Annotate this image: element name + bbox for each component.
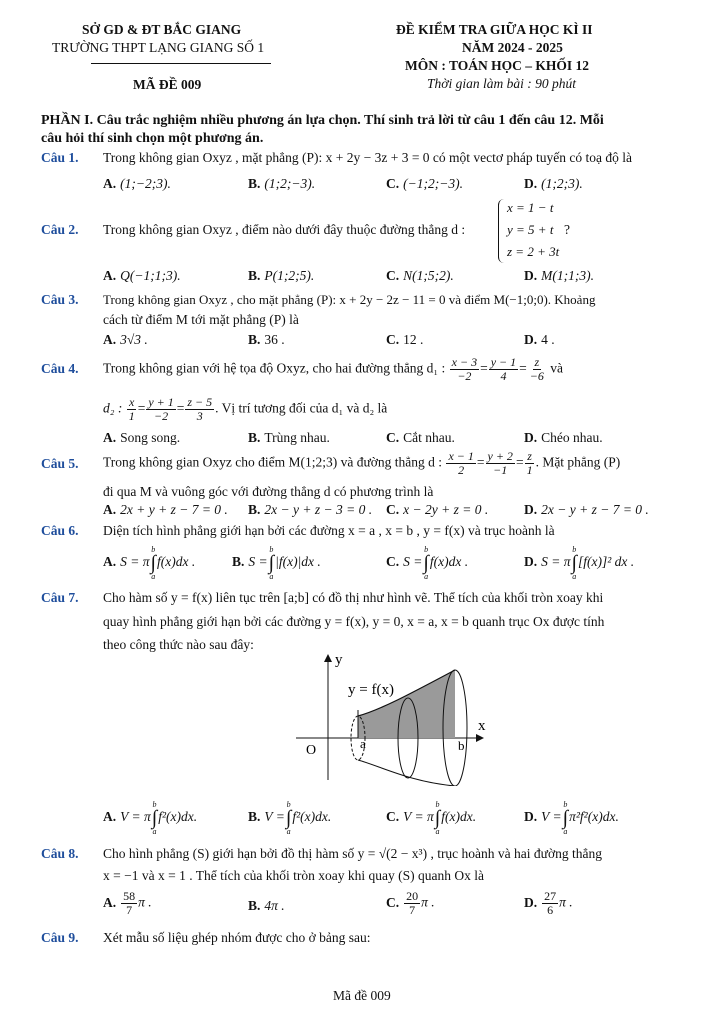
option-b[interactable]: B. (1;2;−3). xyxy=(248,176,316,191)
option-c[interactable]: C. V = π b ∫ a f(x)dx. xyxy=(386,800,477,836)
header-divider xyxy=(91,63,271,64)
question-label: Câu 9. xyxy=(41,930,79,945)
point-a-label: a xyxy=(360,736,366,751)
option-b[interactable]: B. V = b ∫ a f²(x)dx. xyxy=(248,800,332,836)
point-b-label: b xyxy=(458,738,465,753)
school-department: SỞ GD & ĐT BẮC GIANG xyxy=(82,22,242,37)
question-text: Diện tích hình phẳng giới hạn bởi các đường x = a , x = b , y = f(x) và trục hoành là xyxy=(103,523,555,538)
option-c[interactable]: C. 12 . xyxy=(386,332,424,347)
exam-title: ĐỀ KIỂM TRA GIỮA HỌC KÌ II xyxy=(396,22,593,37)
question-label: Câu 8. xyxy=(41,846,79,861)
option-b[interactable]: B. 4π . xyxy=(248,898,285,913)
part1-heading: PHẦN I. Câu trắc nghiệm nhiều phương án lựa chọn. Thí sinh trả lời từ câu 1 đến câu 12. Mỗi xyxy=(41,113,604,128)
option-a[interactable]: A. 3√3 . xyxy=(103,332,148,347)
option-d[interactable]: D. $\frac{27}{6}$ π . xyxy=(524,889,573,917)
option-b[interactable]: B. Trùng nhau. xyxy=(248,430,330,445)
shaded-region xyxy=(358,670,455,738)
exam-year: NĂM 2024 - 2025 xyxy=(462,40,563,55)
system-line: z = 2 + 3t xyxy=(507,244,560,259)
option-c[interactable]: C. x − 2y + z = 0 . xyxy=(386,502,489,517)
option-c[interactable]: C. Cắt nhau. xyxy=(386,430,455,445)
option-a[interactable]: A. V = π b ∫ a f²(x)dx. xyxy=(103,800,198,836)
question-text-cont: x = −1 và x = 1 . Thể tích của khối tròn xoay khi quay (S) quanh Ox là xyxy=(103,868,485,883)
question-label: Câu 2. xyxy=(41,222,79,237)
exam-duration: Thời gian làm bài : 90 phút xyxy=(427,76,576,91)
question-text-cont: quay hình phẳng giới hạn bởi các đường y = f(x), y = 0, x = a, x = b quanh trục Ox được tính xyxy=(103,614,605,629)
question-label: Câu 4. xyxy=(41,361,79,376)
option-b[interactable]: B. 36 . xyxy=(248,332,285,347)
question-text-cont: theo công thức nào sau đây: xyxy=(103,637,254,652)
question-label: Câu 1. xyxy=(41,150,79,165)
option-b[interactable]: B. 2x − y + z − 3 = 0 . xyxy=(248,502,373,517)
system-brace xyxy=(498,199,505,263)
option-a[interactable]: A. Q(−1;1;3). xyxy=(103,268,181,283)
question-text: Trong không gian Oxyz cho điểm M(1;2;3) và đường thẳng d : $\frac{x - 1}{2}$ = $\frac{y + 2}{-1}$ = $\frac{z}{1}$ . Mặt phẳng (P) xyxy=(103,449,621,477)
option-b[interactable]: B. P(1;2;5). xyxy=(248,268,315,283)
question-text: Trong không gian Oxyz , điểm nào dưới đây thuộc đường thẳng d : xyxy=(103,222,466,237)
question-label: Câu 5. xyxy=(41,456,79,471)
page-footer: Mã đề 009 xyxy=(333,988,391,1003)
exam-subject: MÔN : TOÁN HỌC – KHỐI 12 xyxy=(405,58,590,73)
option-d[interactable]: D. V = b ∫ a π²f²(x)dx. xyxy=(524,800,619,836)
option-a[interactable]: A. (1;−2;3). xyxy=(103,176,171,191)
option-a[interactable]: A. Song song. xyxy=(103,430,181,445)
question-label: Câu 6. xyxy=(41,523,79,538)
question-text: Trong không gian với hệ tọa độ Oxyz, cho hai đường thẳng d₁ : $\frac{x - 3}{-2}$ = $\frac{y - 1}{4}$ = $\frac{z}{-6}$ và xyxy=(103,355,564,383)
question-text: Trong không gian Oxyz , cho mặt phẳng (P): x + 2y − 2z − 11 = 0 và điểm M(−1;0;0). Khoảng xyxy=(103,292,596,307)
option-c[interactable]: C. $\frac{20}{7}$ π . xyxy=(386,889,435,917)
option-d[interactable]: D. (1;2;3). xyxy=(524,176,583,191)
option-b[interactable]: B. S = b ∫ a |f(x)|dx . xyxy=(232,545,321,581)
x-axis-label: x xyxy=(478,718,486,734)
question-text: Cho hàm số y = f(x) liên tục trên [a;b] có đồ thị như hình vẽ. Thể tích của khối tròn xoay khi xyxy=(103,590,604,605)
option-c[interactable]: C. (−1;2;−3). xyxy=(386,176,463,191)
system-line: y = 5 + t xyxy=(507,222,554,237)
option-d[interactable]: D. 2x − y + z − 7 = 0 . xyxy=(524,502,649,517)
exam-code: MÃ ĐỀ 009 xyxy=(133,77,202,92)
question-text-cont: d₂ : $\frac{x}{1}$ = $\frac{y + 1}{-2}$ = $\frac{z - 5}{3}$ . Vị trí tương đối của d₁ và d₂ là xyxy=(103,395,388,423)
y-axis-label: y xyxy=(335,652,343,668)
question-label: Câu 3. xyxy=(41,292,79,307)
function-label: y = f(x) xyxy=(348,682,394,698)
school-name: TRƯỜNG THPT LẠNG GIANG SỐ 1 xyxy=(52,40,265,55)
option-d[interactable]: D. M(1;1;3). xyxy=(524,268,594,283)
option-a[interactable]: A. 2x + y + z − 7 = 0 . xyxy=(103,502,228,517)
question-text: Trong không gian Oxyz , mặt phẳng (P): x + 2y − 3z + 3 = 0 có một vectơ pháp tuyến có toạ độ là xyxy=(103,150,633,165)
question-mark: ? xyxy=(564,222,570,237)
option-a[interactable]: A. $\frac{58}{7}$ π . xyxy=(103,889,152,917)
question-text: Xét mẫu số liệu ghép nhóm được cho ở bảng sau: xyxy=(103,930,371,945)
solid-of-revolution-figure xyxy=(290,650,500,786)
option-d[interactable]: D. 4 . xyxy=(524,332,555,347)
question-text: Cho hình phẳng (S) giới hạn bởi đồ thị hàm số y = √(2 − x³) , trục hoành và hai đường thẳng xyxy=(103,846,602,861)
option-d[interactable]: D. S = π b ∫ a [f(x)]² dx . xyxy=(524,545,635,581)
option-d[interactable]: D. Chéo nhau. xyxy=(524,430,603,445)
part1-heading-cont: câu hỏi thí sinh chọn một phương án. xyxy=(41,131,264,146)
question-label: Câu 7. xyxy=(41,590,79,605)
option-c[interactable]: C. N(1;5;2). xyxy=(386,268,454,283)
option-a[interactable]: A. S = π b ∫ a f(x)dx . xyxy=(103,545,196,581)
mirror-curve xyxy=(358,760,455,786)
question-text-cont: đi qua M và vuông góc với đường thẳng d có phương trình là xyxy=(103,484,434,499)
system-line: x = 1 − t xyxy=(507,200,554,215)
origin-label: O xyxy=(306,743,317,758)
question-text-cont: cách từ điểm M tới mặt phẳng (P) là xyxy=(103,312,299,327)
option-c[interactable]: C. S = b ∫ a f(x)dx . xyxy=(386,545,469,581)
